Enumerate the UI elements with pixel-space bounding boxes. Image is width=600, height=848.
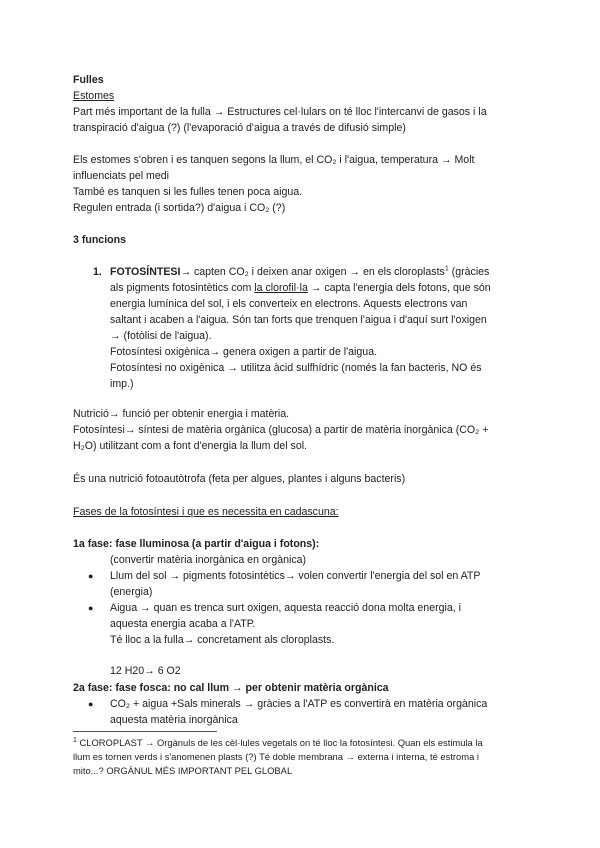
text-line: energia lumínica del sol, i els converteix en electrons. Aquests electrons van bbox=[110, 298, 468, 310]
fase1-subtitle: (convertir matèria inorgànica en orgànica) bbox=[110, 554, 307, 566]
fase1-bullet-2 bbox=[110, 600, 530, 648]
bullet-icon: ● bbox=[88, 603, 94, 613]
text-line: Nutrició→ funció per obtenir energia i matèria. bbox=[73, 408, 290, 420]
text-line: aquesta energia acaba a l'ATP. bbox=[110, 618, 256, 630]
text-line bbox=[110, 280, 530, 296]
text-line: CO₂ + aigua +Sals minerals → gràcies a l'ATP es convertirà en matèria orgànica bbox=[110, 698, 488, 710]
bullet-icon: ● bbox=[88, 699, 94, 709]
fase2-bullet-1 bbox=[110, 696, 530, 728]
footnote-marker: 1 bbox=[73, 736, 77, 744]
text-span: CLOROPLAST → Orgànuls de les cèl·lules vegetals on té lloc la fotosíntesi. Quan els estimula la bbox=[76, 737, 483, 748]
text-line: Regulen entrada (i sortida?) d'aigua i CO₂ (?) bbox=[73, 202, 286, 214]
text-line: (energia) bbox=[110, 586, 153, 598]
footnote-divider bbox=[73, 731, 217, 732]
text-line: Fotosíntesi oxigènica→ genera oxigen a partir de l'aigua. bbox=[110, 346, 378, 358]
paragraph-fotoautotrofa: És una nutrició fotoautòtrofa (feta per algues, plantes i alguns bacteris) bbox=[73, 473, 406, 485]
text-line: Els estomes s'obren i es tanquen segons la llum, el CO₂ i l'aigua, temperatura → Molt bbox=[73, 154, 475, 166]
fase1-bullet-1 bbox=[110, 568, 530, 600]
text-span: (gràcies bbox=[448, 266, 490, 278]
paragraph-nutricio bbox=[73, 406, 533, 454]
term-fotosintesi: FOTOSÍNTESI bbox=[110, 266, 181, 278]
footnote-ref: 1 bbox=[444, 265, 449, 273]
text-line: influenciats pel medi bbox=[73, 170, 169, 182]
text-line bbox=[110, 264, 530, 280]
text-line: transpiració d'aigua (?) (l'evaporació d'aigua a través de difusió simple) bbox=[73, 122, 406, 134]
text-line: H₂O) utilitzant com a font d'energia la llum del sol. bbox=[73, 440, 308, 452]
text-line: Part més important de la fulla → Estructures cel·lulars on té lloc l'intercanvi de gasos i la bbox=[73, 106, 487, 118]
list-item-fotosintesi bbox=[110, 264, 530, 392]
text-line: saltant i acaben a l'aigua. Són tan forts que trenquen l'aigua i d'aquí surt l'oxigen bbox=[110, 314, 487, 326]
link-clorofila[interactable]: la clorofil·la bbox=[254, 282, 308, 294]
text-span: → capten CO₂ i deixen anar oxigen → en els cloroplasts bbox=[180, 266, 445, 278]
text-line: Aigua → quan es trenca surt oxigen, aquesta reacció dona molta energia, i bbox=[110, 602, 461, 614]
text-line: Llum del sol → pigments fotosintètics→ volen convertir l'energia del sol en ATP bbox=[110, 570, 481, 582]
text-line: Fotosíntesi→ síntesi de matèria orgànica (glucosa) a partir de matèria inorgànica (CO₂ + bbox=[73, 424, 489, 436]
text-line: imp.) bbox=[110, 378, 134, 390]
heading-fulles: Fulles bbox=[73, 74, 104, 86]
paragraph-estomes-1 bbox=[73, 104, 533, 136]
fase2-title: 2a fase: fase fosca: no cal llum → per obtenir matèria orgànica bbox=[73, 682, 389, 694]
text-line: aquesta matèria inorgànica bbox=[110, 714, 238, 726]
text-line: Té lloc a la fulla→ concretament als cloroplasts. bbox=[110, 634, 335, 646]
text-line: També es tanquen si les fulles tenen poca aigua. bbox=[73, 186, 303, 198]
list-number-1: 1. bbox=[93, 266, 102, 278]
fase1-title: 1a fase: fase lluminosa (a partir d'aigua i fotons): bbox=[73, 538, 320, 550]
text-line: llum es tornen verds i s'anomenen plasts (?) Té doble membrana → externa i interna, té estroma i bbox=[73, 751, 479, 762]
text-span: als pigments fotosintètics com bbox=[110, 282, 255, 294]
section-title-estomes: Estomes bbox=[73, 90, 115, 102]
text-line: → (fotòlisi de l'aigua). bbox=[110, 330, 212, 342]
section-title-funcions: 3 funcions bbox=[73, 234, 126, 246]
text-line: Fotosíntesi no oxigènica → utilitza àcid sulfhídric (només la fan bacteris, NO és bbox=[110, 362, 482, 374]
text-span: → capta l'energia dels fotons, que són bbox=[307, 282, 491, 294]
text-line bbox=[73, 736, 533, 750]
fase1-equation: 12 H20→ 6 O2 bbox=[110, 665, 181, 677]
paragraph-estomes-2 bbox=[73, 152, 533, 216]
text-line: mito...? ORGÀNUL MÉS IMPORTANT PEL GLOBAL bbox=[73, 765, 293, 776]
footnote bbox=[73, 736, 533, 778]
bullet-icon: ● bbox=[88, 571, 94, 581]
section-title-fases: Fases de la fotosíntesi i que es necessita en cadascuna: bbox=[73, 506, 339, 518]
